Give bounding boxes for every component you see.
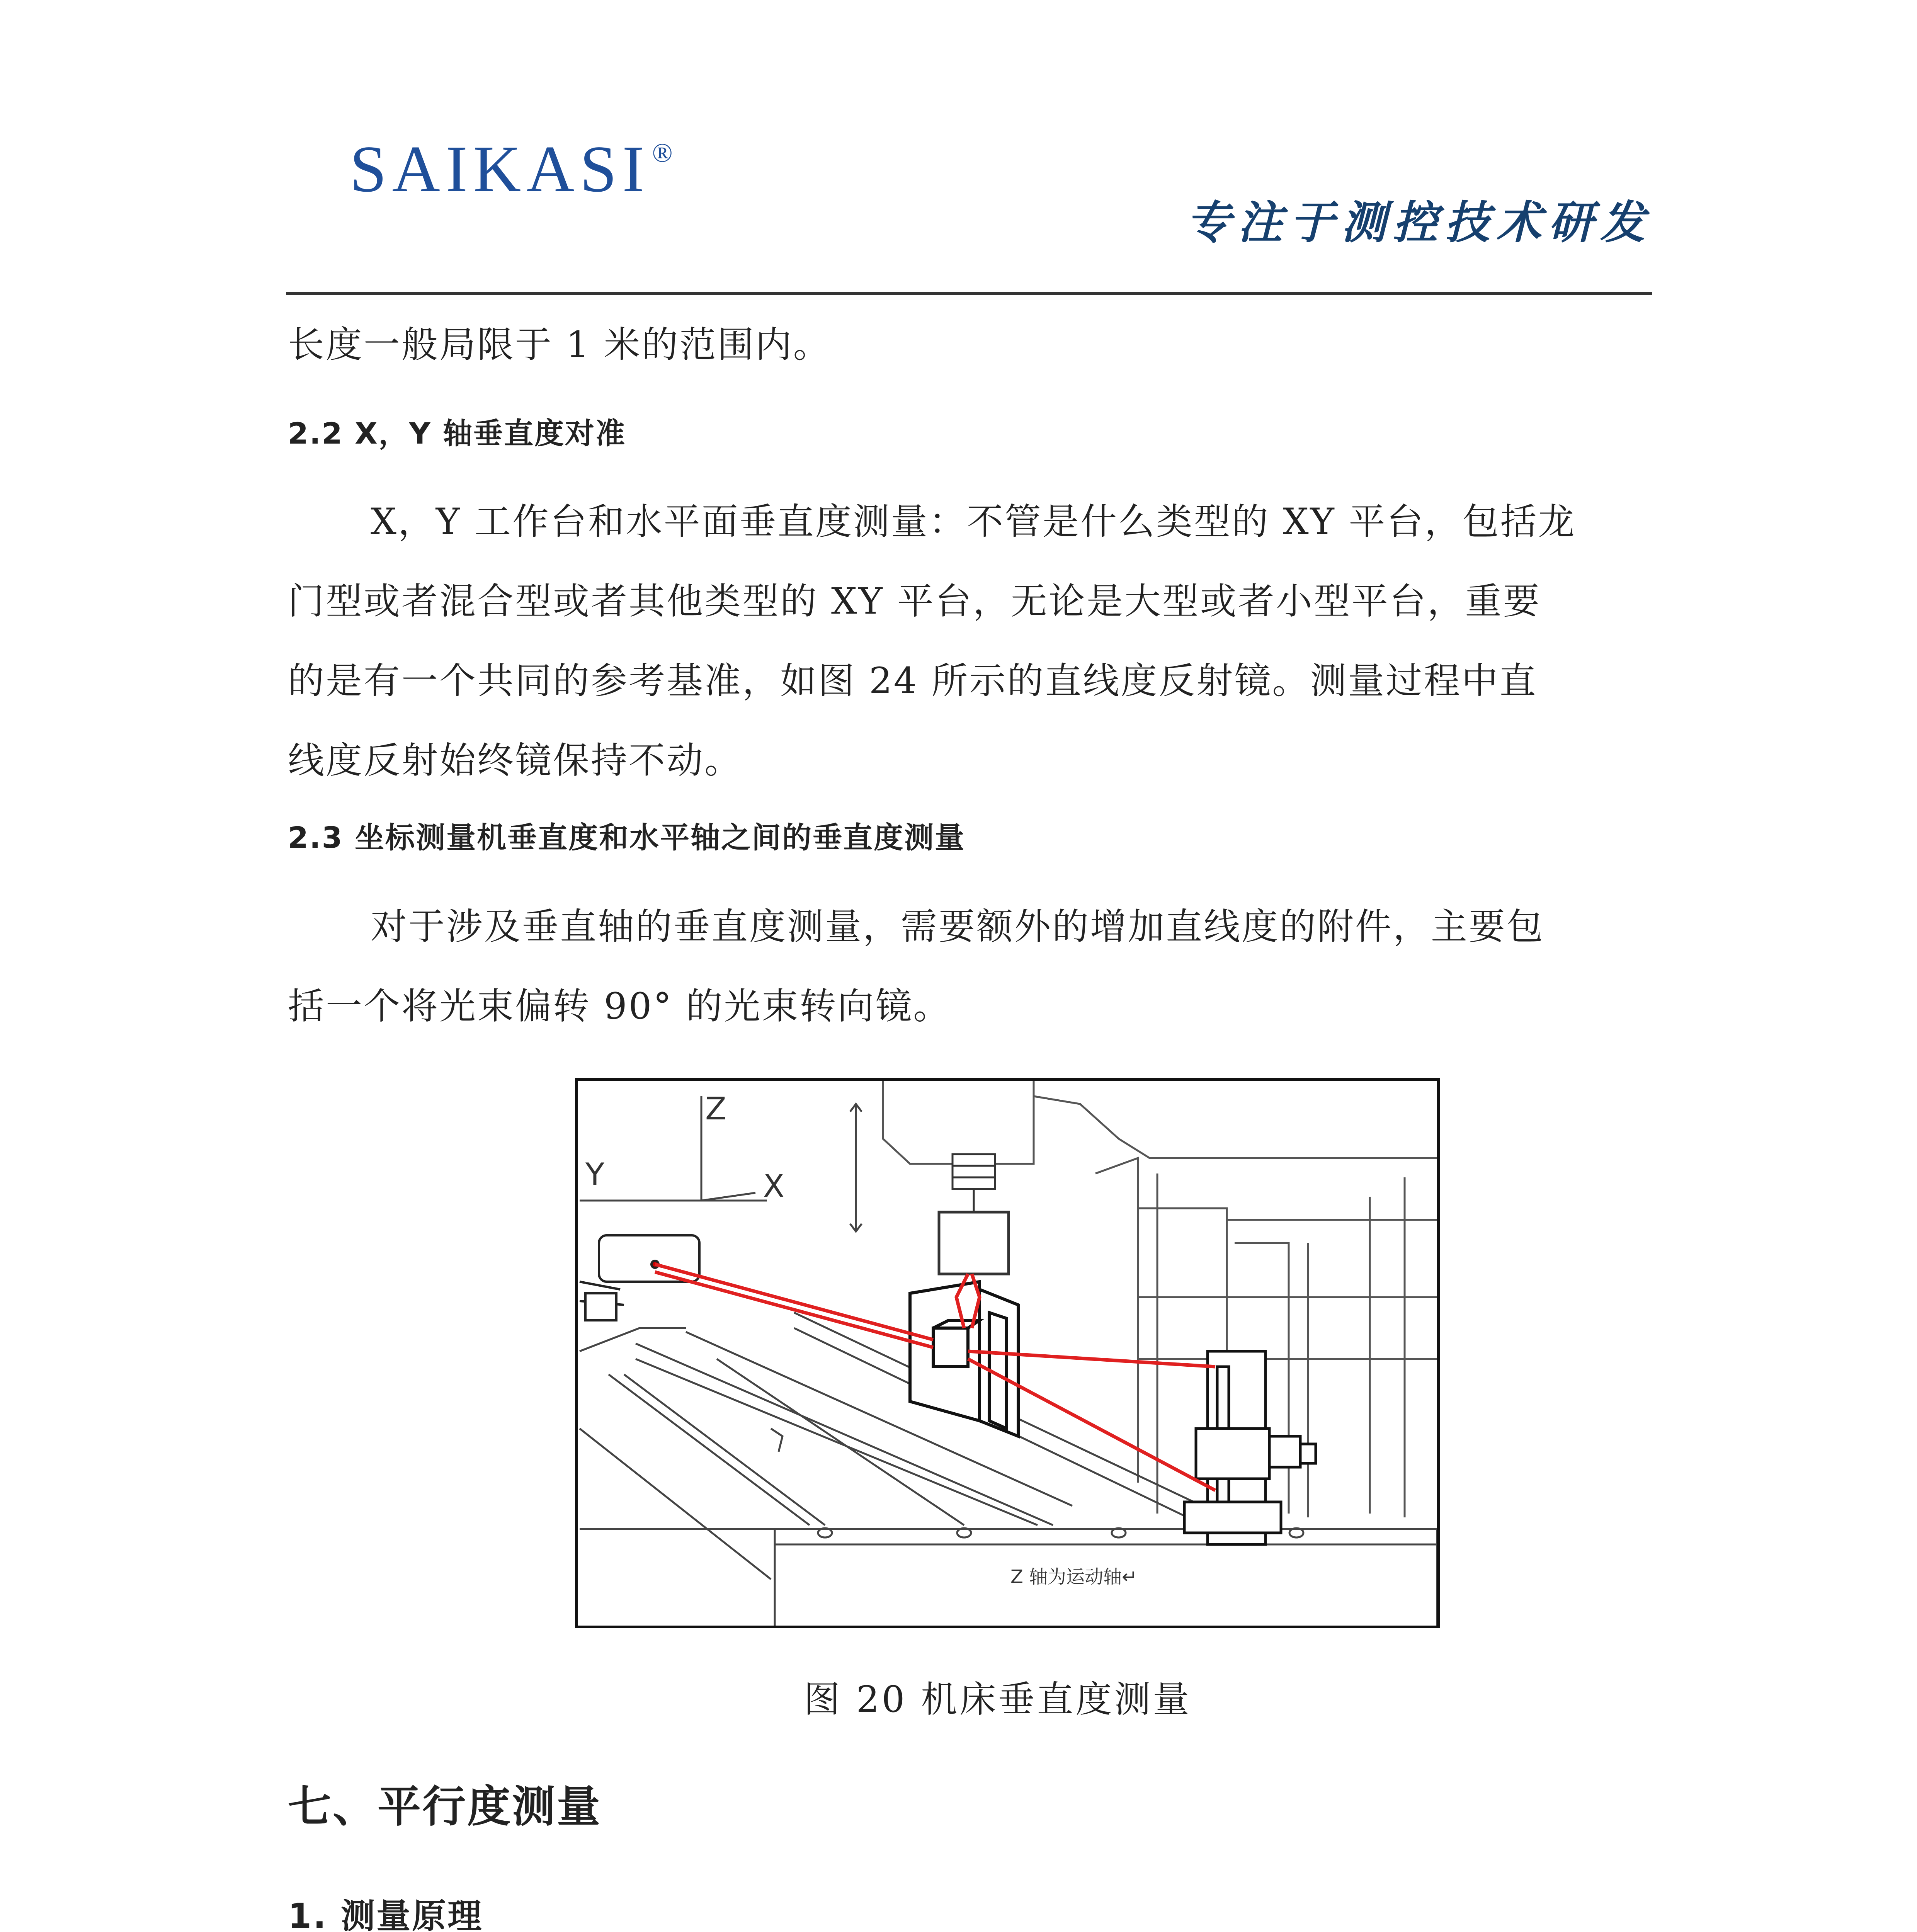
section-2-3-paragraph xyxy=(288,887,1654,1046)
paragraph-line: 门型或者混合型或者其他类型的 XY 平台，无论是大型或者小型平台，重要 xyxy=(288,580,1541,622)
company-logo xyxy=(350,133,673,206)
figure-illustration xyxy=(578,1081,1437,1626)
header-slogan: 专注于测控技术研发 xyxy=(1186,196,1652,249)
header-divider xyxy=(286,292,1652,295)
y-axis-label: Y xyxy=(585,1156,604,1192)
z-axis-label: Z xyxy=(705,1091,726,1127)
optics-receiver xyxy=(1184,1351,1316,1544)
registered-mark: ® xyxy=(652,138,673,168)
paragraph-line: 线度反射始终镜保持不动。 xyxy=(288,740,743,782)
spindle xyxy=(939,1154,1009,1274)
straightness-reflector xyxy=(910,1282,1018,1436)
logo-text: SAIKASI xyxy=(350,133,650,206)
chapter-7-subheading: 1. 测量原理 xyxy=(288,1896,483,1932)
continuation-line: 长度一般局限于 1 米的范围内。 xyxy=(288,324,831,366)
machine-perpendicularity-figure xyxy=(575,1078,1440,1628)
section-2-3-heading: 2.3 坐标测量机垂直度和水平轴之间的垂直度测量 xyxy=(288,820,966,855)
figure-inner-label: Z 轴为运动轴↵ xyxy=(1010,1566,1138,1588)
section-2-2-paragraph xyxy=(288,482,1654,801)
paragraph-line: 括一个将光束偏转 90° 的光束转向镜。 xyxy=(288,985,951,1027)
figure-caption: 图 20 机床垂直度测量 xyxy=(804,1679,1192,1721)
paragraph-line: 的是有一个共同的参考基准，如图 24 所示的直线度反射镜。测量过程中直 xyxy=(288,660,1538,702)
paragraph-line: X，Y 工作台和水平面垂直度测量：不管是什么类型的 XY 平台，包括龙 xyxy=(371,501,1576,543)
chapter-7-heading: 七、平行度测量 xyxy=(288,1782,602,1832)
paragraph-line: 对于涉及垂直轴的垂直度测量，需要额外的增加直线度的附件，主要包 xyxy=(371,906,1545,948)
section-2-2-heading: 2.2 X，Y 轴垂直度对准 xyxy=(288,416,626,451)
x-axis-label: X xyxy=(763,1168,784,1204)
